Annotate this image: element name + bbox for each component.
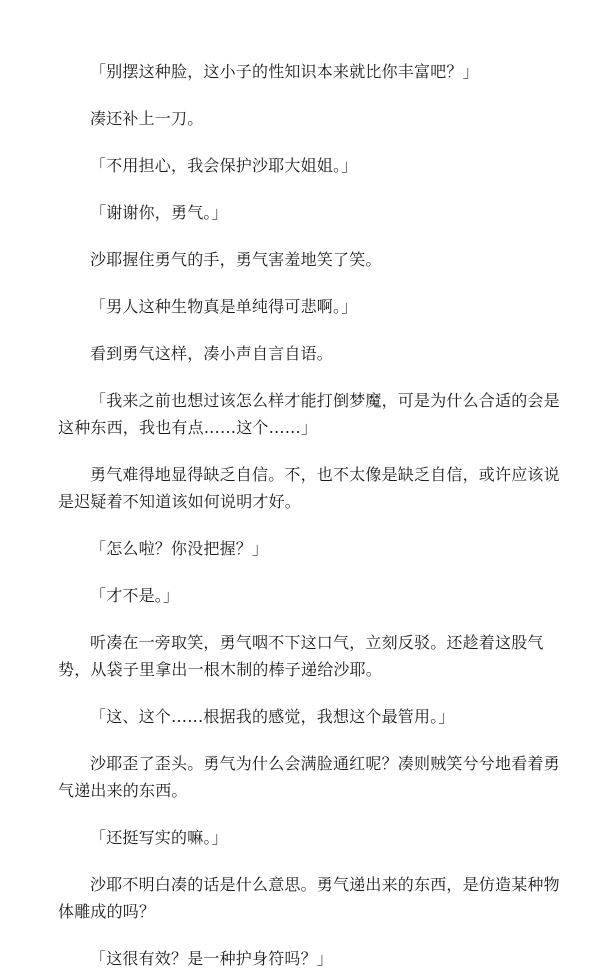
paragraph: 看到勇气这样，凑小声自言自语。	[90, 344, 334, 363]
paragraph: 「别摆这种脸，这小子的性知识本来就比你丰富吧？」	[90, 62, 479, 81]
paragraph: 听凑在一旁取笑，勇气咽不下这口气，立刻反驳。还趁着这股气势，从袋子里拿出一根木制的棒子递给沙耶。	[58, 633, 544, 679]
paragraph: 「不用担心，我会保护沙耶大姐姐。」	[90, 156, 358, 175]
paragraph: 「我来之前也想过该怎么样才能打倒梦魔，可是为什么合适的会是这种东西，我也有点……这个……」	[58, 391, 560, 437]
paragraph: 沙耶歪了歪头。勇气为什么会满脸通红呢？凑则贼笑兮兮地看着勇气递出来的东西。	[58, 754, 560, 800]
paragraph: 勇气难得地显得缺乏自信。不，也不太像是缺乏自信，或许应该说是迟疑着不知道该如何说明才好。	[58, 465, 560, 511]
paragraph: 「怎么啦？你没把握？」	[90, 539, 269, 558]
paragraph: 「这、这个……根据我的感觉，我想这个最管用。」	[90, 707, 455, 726]
paragraph: 凑还补上一刀。	[90, 109, 204, 128]
paragraph: 「才不是。」	[90, 586, 180, 605]
paragraph: 「这很有效？是一种护身符吗？」	[90, 949, 334, 968]
paragraph: 「男人这种生物真是单纯得可悲啊。」	[90, 297, 358, 316]
paragraph: 「谢谢你，勇气。」	[90, 203, 228, 222]
paragraph: 沙耶不明白凑的话是什么意思。勇气递出来的东西，是仿造某种物体雕成的吗？	[58, 875, 560, 921]
paragraph: 沙耶握住勇气的手，勇气害羞地笑了笑。	[90, 250, 382, 269]
paragraph: 「还挺写实的嘛。」	[90, 828, 228, 847]
